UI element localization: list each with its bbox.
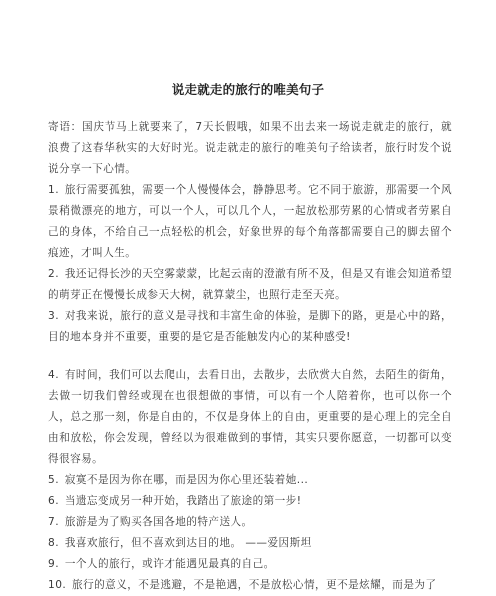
intro-paragraph: 寄语：国庆节马上就要来了，7天长假哦，如果不出去来一场说走就走的旅行，就浪费了这春华秋实的大好时光。说走就走的旅行的唯美句子给读者，旅行时发个说说分享一下心情。 [48,121,452,175]
list-item [48,491,452,512]
item-text: 旅游是为了购买各国各地的特产送人。 [64,516,253,528]
item-number: 6. [48,495,60,507]
item-text: 有时间，我们可以去爬山，去看日出，去散步，去欣赏大自然，去陌生的街角，去做一切我们曾经或现在也很想做的事情，可以有一个人陪着你，也可以你一个人，总之那一刻，你是自由的，不仅是身体上的自由，更重要的是心理上的完全自由和放松，你会发现，曾经以为很难做到的事情，其实只要你愿意，一切都可以变得很容易。 [48,369,452,465]
item-number: 10. [48,579,67,591]
list-item [48,470,452,491]
item-number: 1. [48,184,60,196]
list-item [48,533,452,554]
item-number: 8. [48,537,60,549]
item-text: 对我来说，旅行的意义是寻找和丰富生命的体验，是脚下的路，更是心中的路，目的地本身并不重要，重要的是它是否能触发内心的某种感受! [48,310,452,343]
item-text: 我还记得长沙的天空雾蒙蒙，比起云南的澄澈有所不及，但是又有谁会知道希望的萌芽正在慢慢长成参天大树，就算蒙尘，也照行走至天亮。 [48,268,452,301]
item-text: 一个人的旅行，或许才能遇见最真的自己。 [64,558,275,570]
item-number: 9. [48,558,60,570]
item-number: 2. [48,268,60,280]
list-item [48,180,452,264]
item-number: 5. [48,474,60,486]
item-number: 3. [48,310,60,322]
document-title: 说走就走的旅行的唯美句子 [171,82,325,97]
document-body [48,117,452,596]
list-item [48,306,452,348]
item-text: 当遗忘变成另一种开始，我踏出了旅途的第一步! [64,495,302,507]
list-item [48,264,452,306]
item-text: 寂寞不是因为你在哪，而是因为你心里还装着她... [64,474,309,486]
item-text: 旅行的意义，不是逃避，不是艳遇，不是放松心情，更不是炫耀，而是为了 [72,579,437,591]
list-item [48,575,452,596]
item-number: 4. [48,369,60,381]
item-number: 7. [48,516,60,528]
list-item [48,554,452,575]
item-text: 旅行需要孤独，需要一个人慢慢体会，静静思考。它不同于旅游，那需要一个风景稍微漂亮的地方，可以一个人，可以几个人，一起放松那劳累的心情或者劳累自己的身体，不给自己一点轻松的机会，好象世界的每个角落都需要自己的脚去留个痕迹，才叫人生。 [48,184,452,259]
item-text: 我喜欢旅行，但不喜欢到达目的地。 ——爱因斯坦 [64,537,312,549]
list-item [48,512,452,533]
list-item [48,365,452,470]
paragraph-gap [48,348,452,365]
